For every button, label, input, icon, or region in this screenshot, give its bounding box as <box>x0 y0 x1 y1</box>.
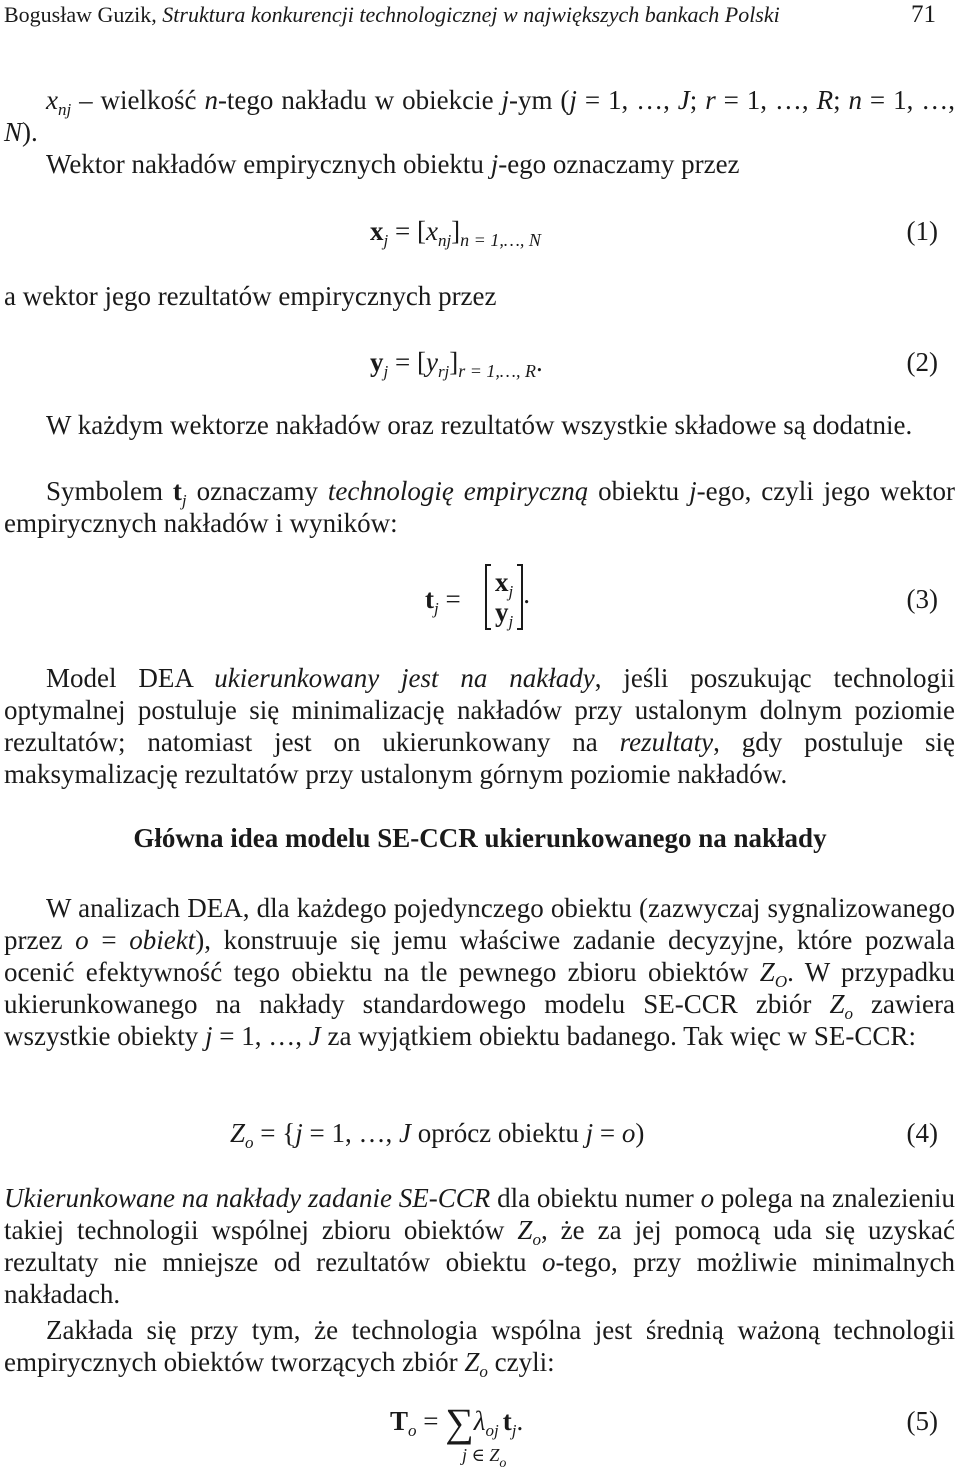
equation-number: (5) <box>906 1406 938 1436</box>
equation-number: (3) <box>906 584 938 614</box>
sum-index: j ∈ $Z_o$ <box>462 1445 507 1471</box>
sum-symbol: ∑ <box>445 1400 474 1445</box>
equation-4: $Z_o = \{j = 1$, …, J oprócz obiektu j = o) (4) <box>230 1118 938 1152</box>
column-vector-bracket: $x_j$ $y_j$ <box>485 565 523 629</box>
equation-2: $y_j = [y_{rj}]_{r = 1,\dots, R}$. (2) <box>370 347 938 381</box>
paragraph-technology-definition: Symbolem $t_j$ oznaczamy technologię empiryczną obiektu j-ego, czyli jego wektor empirycznych nakładów i wyników: <box>4 476 955 538</box>
section-heading: Główna idea modelu SE-CCR ukierunkowanego na nakłady <box>133 823 827 853</box>
paragraph-weighted-average: Zakłada się przy tym, że technologia wspólna jest średnią ważoną technologii empirycznych obiektów tworzących zbiór $Z_o$ czyli: <box>4 1315 955 1381</box>
equation-number: (4) <box>906 1118 938 1148</box>
paragraph-result-vector-intro: a wektor jego rezultatów empirycznych przez <box>4 281 497 311</box>
equation-number: (2) <box>906 347 938 377</box>
equation-5: $T_o = \sum\lambda_{oj}$ $t_j$. j ∈ $Z_o$ (5) <box>390 1400 938 1471</box>
header-title: Struktura konkurencji technologicznej w największych bankach Polski <box>162 2 780 27</box>
paragraph-se-ccr-set: W analizach DEA, dla każdego pojedynczego obiektu (zazwyczaj sygnalizowanego przez o = obiekt), konstruuje się jemu właściwe zadanie decyzyjne, które pozwala ocenić efektywność tego obiektu na tle pewnego zbioru obiektów $Z_O$. W przypadku ukierunkowanego na nakłady standardowego modelu SE-CCR zbiór $Z_o$ zawiera wszystkie obiekty j = 1, …, J za wyjątkiem obiektu badanego. Tak więc w SE-CCR: <box>4 893 956 1051</box>
header-author: Bogusław Guzik, <box>4 2 163 27</box>
equation-number: (1) <box>906 216 938 246</box>
page-number: 71 <box>911 1 936 28</box>
paragraph-input-vector-intro: Wektor nakładów empirycznych obiektu j-ego oznaczamy przez <box>46 149 740 179</box>
paragraph-se-ccr-problem: Ukierunkowane na nakłady zadanie SE-CCR dla obiektu numer o polega na znalezieniu takiej technologii wspólnej zbioru obiektów $Z_o$, że za jej pomocą uda się uzyskać rezultaty nie mniejsze od rezultatów obiektu o-tego, przy możliwie minimalnych nakładach. <box>4 1183 956 1309</box>
running-header <box>4 0 940 32</box>
paragraph-variable-definition: $x_{nj}$ – wielkość n-tego nakładu w obiekcie j-ym (j = 1, …, J; r = 1, …, R; n = 1, …, N). <box>4 85 955 147</box>
equation-3: $t_j$ = $x_j$ $y_j$. (3) <box>425 567 938 631</box>
paragraph-positivity: W każdym wektorze nakładów oraz rezultatów wszystkie składowe są dodatnie. <box>46 410 913 440</box>
paragraph-dea-orientation: Model DEA ukierunkowany jest na nakłady, jeśli poszukując technologii optymalnej postuluje się minimalizację nakładów przy ustalonym dolnym poziomie rezultatów; natomiast jest on ukierunkowany na rezultaty, gdy postuluje się maksymalizację rezultatów przy ustalonym górnym poziomie nakładów. <box>4 663 955 789</box>
equation-1: $x_j = [x_{nj}]_{n = 1,\dots, N}$ (1) <box>370 216 938 250</box>
